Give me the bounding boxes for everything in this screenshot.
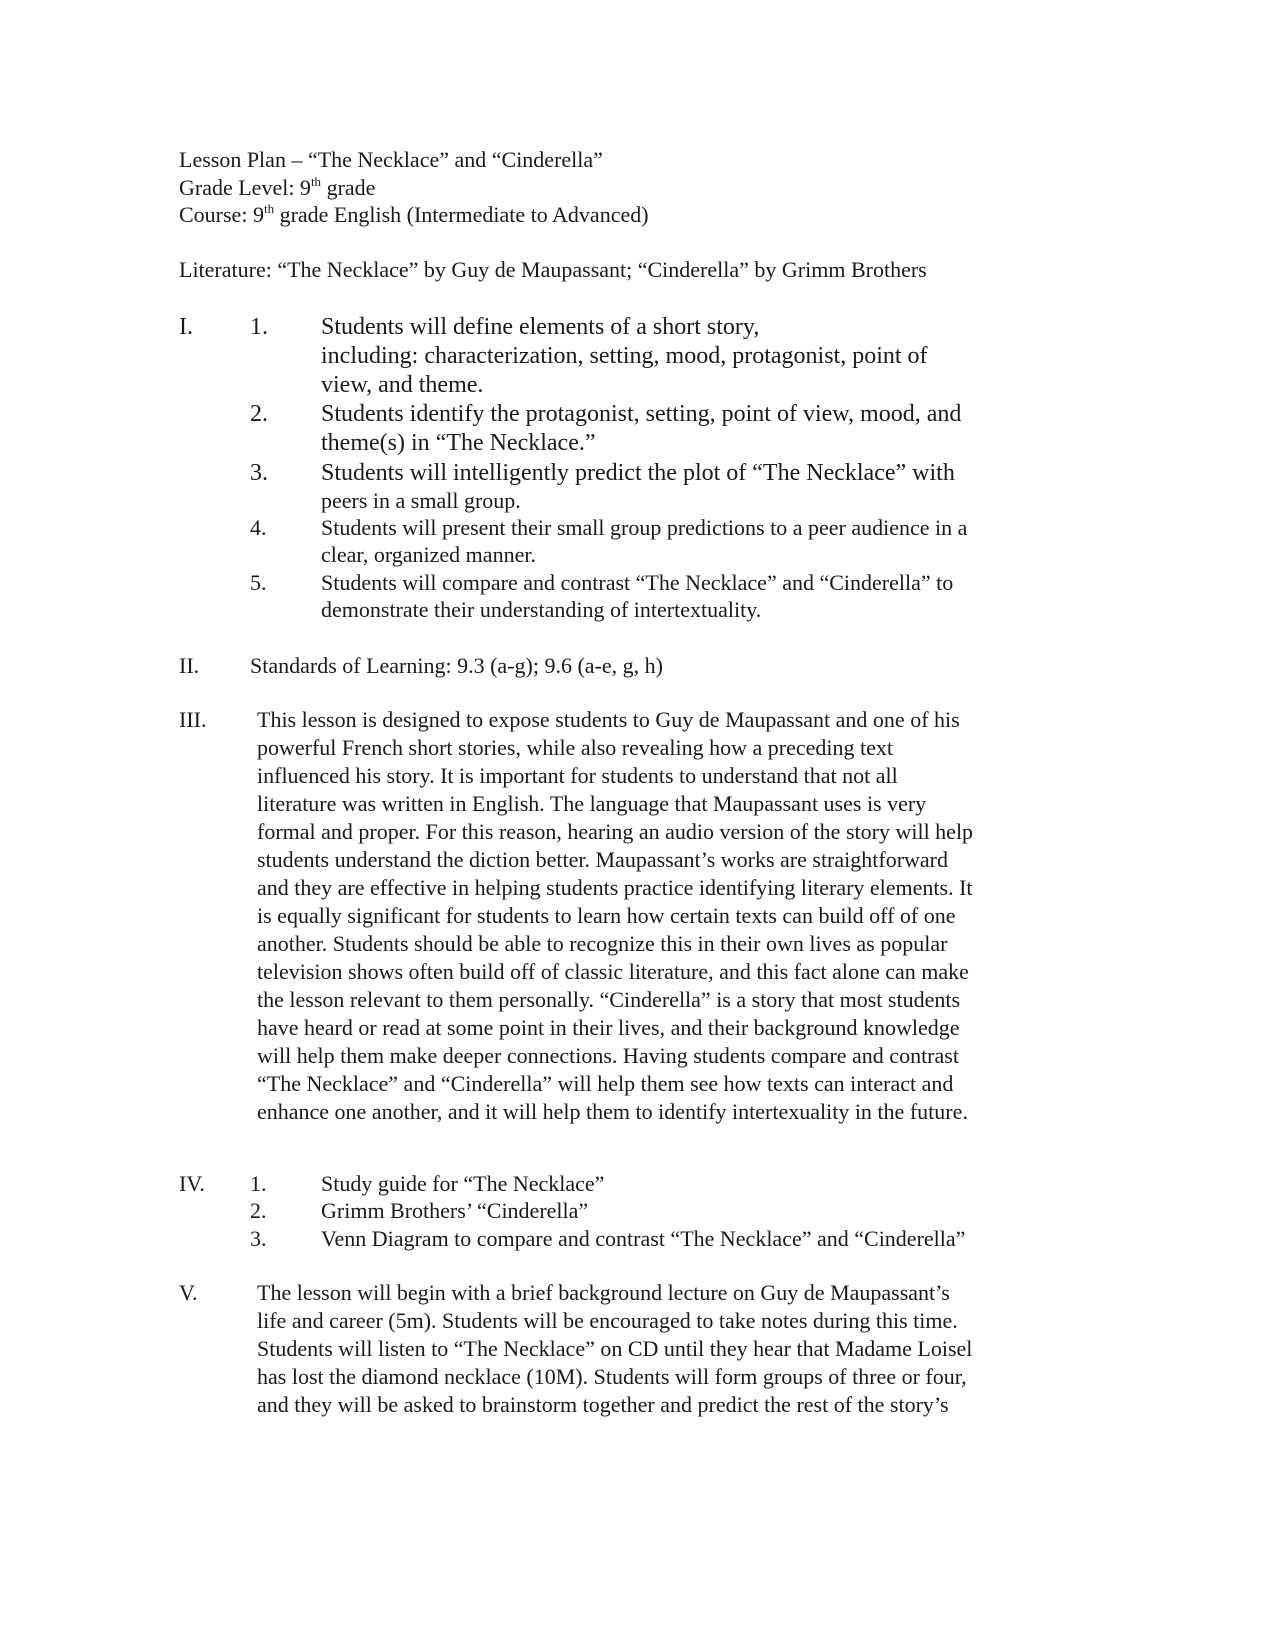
section-numeral: III. [179, 707, 207, 732]
objective-text: theme(s) in “The Necklace.” [321, 430, 596, 456]
paragraph-line: formal and proper. For this reason, hearing an audio version of the story will help [257, 819, 974, 844]
objective-text: view, and theme. [321, 372, 484, 398]
paragraph-line: and they will be asked to brainstorm together and predict the rest of the story’s [257, 1392, 949, 1417]
paragraph-line: television shows often build off of classic literature, and this fact alone can make [257, 959, 969, 984]
paragraph-line: influenced his story. It is important for students to understand that not all [257, 763, 898, 788]
paragraph-line: will help them make deeper connections. Having students compare and contrast [257, 1043, 959, 1068]
paragraph-line: is equally significant for students to learn how certain texts can build off of one [257, 903, 956, 928]
literature-line: Literature: “The Necklace” by Guy de Maupassant; “Cinderella” by Grimm Brothers [179, 257, 927, 282]
paragraph-line: has lost the diamond necklace (10M). Students will form groups of three or four, [257, 1364, 967, 1389]
section-numeral: IV. [179, 1171, 205, 1196]
objective-text: Students will compare and contrast “The Necklace” and “Cinderella” to [321, 570, 954, 595]
item-number: 2. [250, 1198, 267, 1223]
objective-text: including: characterization, setting, mood, protagonist, point of [321, 343, 928, 369]
objective-text: peers in a small group. [321, 488, 521, 513]
objective-text: Students will intelligently predict the plot of “The Necklace” with [321, 460, 955, 486]
item-number: 3. [250, 1226, 267, 1251]
standards-text: Standards of Learning: 9.3 (a-g); 9.6 (a-e, g, h) [250, 653, 663, 678]
item-number: 5. [250, 570, 267, 595]
paragraph-line: the lesson relevant to them personally. “Cinderella” is a story that most students [257, 987, 961, 1012]
material-text: Study guide for “The Necklace” [321, 1171, 605, 1196]
paragraph-line: students understand the diction better. Maupassant’s works are straightforward [257, 847, 949, 872]
paragraph-line: Students will listen to “The Necklace” on CD until they hear that Madame Loisel [257, 1336, 973, 1361]
grade-level: Grade Level: 9th grade [179, 174, 376, 200]
paragraph-line: have heard or read at some point in their lives, and their background knowledge [257, 1015, 960, 1040]
objective-text: Students will present their small group predictions to a peer audience in a [321, 515, 968, 540]
item-number: 4. [250, 515, 267, 540]
item-number: 3. [250, 460, 268, 486]
paragraph-line: powerful French short stories, while also revealing how a preceding text [257, 735, 893, 760]
paragraph-line: life and career (5m). Students will be encouraged to take notes during this time. [257, 1308, 958, 1333]
section-numeral: V. [179, 1280, 198, 1305]
item-number: 1. [250, 1171, 267, 1196]
paragraph-line: literature was written in English. The language that Maupassant uses is very [257, 791, 927, 816]
material-text: Venn Diagram to compare and contrast “The Necklace” and “Cinderella” [321, 1226, 966, 1251]
course: Course: 9th grade English (Intermediate to Advanced) [179, 201, 649, 227]
paragraph-line: The lesson will begin with a brief background lecture on Guy de Maupassant’s [257, 1280, 950, 1305]
lesson-title: Lesson Plan – “The Necklace” and “Cinderella” [179, 147, 603, 172]
objective-text: clear, organized manner. [321, 542, 536, 567]
procedure-paragraph [257, 1279, 1077, 1419]
section-numeral: II. [179, 653, 200, 678]
section-numeral: I. [179, 314, 193, 340]
item-number: 2. [250, 401, 268, 427]
objective-text: Students will define elements of a short story, [321, 314, 760, 340]
paragraph-line: enhance one another, and it will help them to identify intertexuality in the future. [257, 1099, 968, 1124]
objective-text: Students identify the protagonist, setting, point of view, mood, and [321, 401, 962, 427]
paragraph-line: “The Necklace” and “Cinderella” will help them see how texts can interact and [257, 1071, 954, 1096]
paragraph-line: and they are effective in helping students practice identifying literary elements. It [257, 875, 973, 900]
paragraph-line: another. Students should be able to recognize this in their own lives as popular [257, 931, 948, 956]
material-text: Grimm Brothers’ “Cinderella” [321, 1198, 589, 1223]
rationale-paragraph [257, 706, 1077, 1126]
paragraph-line: This lesson is designed to expose students to Guy de Maupassant and one of his [257, 707, 960, 732]
item-number: 1. [250, 314, 268, 340]
objective-text: demonstrate their understanding of intertextuality. [321, 597, 762, 622]
